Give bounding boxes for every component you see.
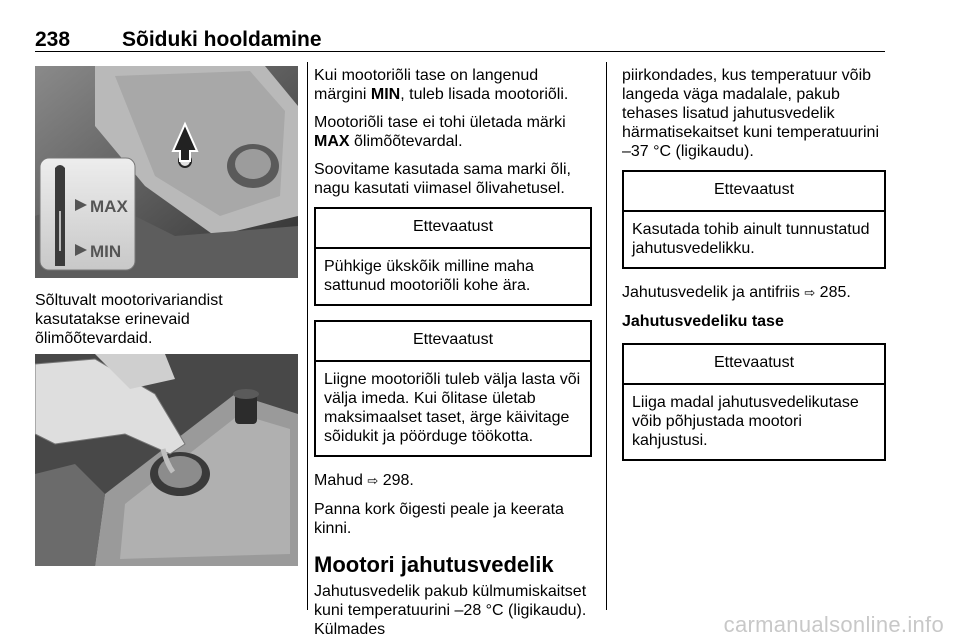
page-reference[interactable]: 298. — [382, 472, 414, 489]
caution-text: Liigne mootoriõli tuleb välja lasta või välja imeda. Kui õlitase ületab maksimaalset taset, ärge käivitage sõidukit ja pöörduge töökotta. — [324, 371, 581, 445]
page-reference[interactable]: 285. — [819, 284, 851, 301]
min-label: MIN — [90, 242, 122, 261]
capacities-reference — [314, 471, 592, 491]
column-3 — [622, 66, 886, 475]
caution-title: Ettevaatust — [624, 172, 884, 212]
column-divider-2 — [606, 62, 607, 610]
engine-dipstick-drawing — [35, 66, 298, 278]
min-mark: MIN — [370, 86, 401, 103]
page-number: 238 — [35, 28, 71, 51]
oil-max-paragraph — [314, 113, 592, 151]
oil-filling-drawing — [35, 354, 298, 566]
text-run: Mootoriõli tase ei tohi ületada märki — [314, 114, 566, 131]
figure-caption: Sõltuvalt mootorivariandist kasutatakse erinevaid õlimõõtevardaid. — [35, 292, 223, 347]
caution-box — [314, 320, 592, 457]
antifreeze-reference — [622, 283, 886, 303]
watermark: carmanualsonline.info — [723, 612, 944, 637]
max-label: MAX — [90, 197, 128, 216]
oil-min-paragraph — [314, 66, 592, 104]
caution-title: Ettevaatust — [624, 345, 884, 385]
caution-box — [622, 343, 886, 461]
text-run: , tuleb lisada mootoriõli. — [400, 86, 569, 103]
caution-text: Liiga madal jahutusvedelikutase võib põhjustada mootori kahjustusi. — [632, 394, 859, 449]
column-1 — [35, 291, 295, 357]
caution-box — [314, 207, 592, 306]
column-2 — [314, 66, 592, 642]
same-oil-paragraph: Soovitame kasutada sama marki õli, nagu kasutati viimasel õlivahetusel. — [314, 161, 571, 197]
caution-text: Kasutada tohib ainult tunnustatud jahutusvedelikku. — [632, 221, 870, 257]
chapter-title: Sõiduki hooldamine — [122, 28, 322, 51]
caution-text: Pühkige ükskõik milline maha sattunud mootoriõli kohe ära. — [324, 258, 534, 294]
page-header — [35, 26, 885, 52]
section-heading: Mootori jahutusvedelik — [314, 552, 554, 577]
header-rule — [35, 51, 885, 52]
cap-paragraph: Panna kork õigesti peale ja keerata kinni. — [314, 501, 564, 537]
text-run: Jahutusvedelik ja antifriis — [622, 284, 805, 301]
subheading: Jahutusvedeliku tase — [622, 313, 784, 330]
coolant-continued-paragraph: piirkondades, kus temperatuur võib langeda väga madalale, pakub tehases lisatud jahutusvedelik härmatisekaitset kuni temperatuurini –37 °C (ligikaudu). — [622, 67, 880, 160]
column-divider-1 — [307, 62, 308, 610]
max-mark: MAX — [314, 133, 350, 150]
caution-box — [622, 170, 886, 269]
text-run: Kui mootoriõli tase on langenud märgini — [314, 67, 539, 103]
coolant-paragraph: Jahutusvedelik pakub külmumiskaitset kuni temperatuurini –28 °C (ligikaudu). Külmades — [314, 583, 587, 638]
text-run: Mahud — [314, 472, 368, 489]
page-reference-arrow-icon: ⇨ — [804, 286, 816, 301]
text-run: õlimõõtevardal. — [349, 133, 463, 150]
page-reference-arrow-icon: ⇨ — [367, 474, 379, 489]
caution-title: Ettevaatust — [316, 322, 590, 362]
dipstick-illustration — [35, 66, 298, 278]
oil-filling-illustration — [35, 354, 298, 566]
caution-title: Ettevaatust — [316, 209, 590, 249]
